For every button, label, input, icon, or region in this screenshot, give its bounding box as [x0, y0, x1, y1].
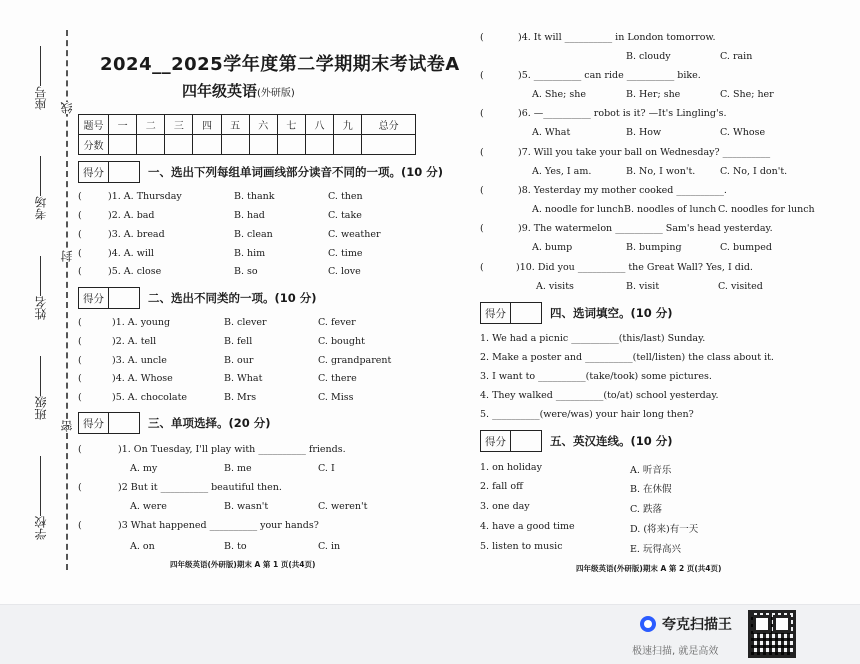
option-b: B. Mrs	[224, 392, 257, 403]
option-b: B. our	[224, 355, 254, 366]
score-box-value[interactable]	[511, 431, 541, 451]
question-stem: )6. —__________ robot is it? —It's Lingling's.	[518, 108, 727, 119]
question-row	[78, 336, 418, 350]
section-4-title: 四、选词填空。(10 分)	[550, 306, 673, 320]
field-exam-room	[28, 150, 52, 220]
question-num: )1. A. young	[112, 317, 171, 328]
question-row	[78, 210, 418, 224]
score-box-value[interactable]	[109, 413, 139, 433]
match-right-item[interactable]: A. 听音乐	[630, 465, 672, 476]
question-num: )3. A. bread	[108, 229, 165, 240]
answer-paren[interactable]: (	[78, 317, 82, 328]
score-box	[480, 302, 542, 324]
scanner-tagline: 极速扫描, 就是高效	[632, 646, 719, 657]
score-table-cell: 六	[249, 115, 277, 135]
page-2-footer: 四年级英语(外研版)期末 A 第 2 页(共4页)	[576, 564, 722, 573]
question-row	[78, 444, 418, 458]
option-c: C. Miss	[318, 392, 354, 403]
option-a: A. bump	[532, 242, 573, 253]
option-c: C. noodles for lunch	[718, 204, 815, 215]
option-c: C. grandparent	[318, 355, 392, 366]
score-table-cell: 二	[137, 115, 165, 135]
options-row	[480, 51, 810, 65]
option-c: C. bumped	[720, 242, 772, 253]
field-name-line	[40, 256, 41, 296]
question-row	[480, 32, 810, 46]
answer-paren[interactable]: (	[480, 32, 484, 43]
question-stem: )9. The watermelon __________ Sam's head yesterday.	[518, 223, 773, 234]
option-c: C. bought	[318, 336, 365, 347]
field-room-line	[40, 156, 41, 196]
binding-word-line: 线	[60, 102, 74, 114]
score-table-cell: 五	[221, 115, 249, 135]
score-table	[78, 114, 416, 155]
match-right-item[interactable]: D. (将来)有一天	[630, 524, 699, 535]
binding-word-seal: 封	[60, 250, 74, 262]
score-table-score-row	[79, 135, 416, 155]
option-b: B. thank	[234, 191, 275, 202]
options-row	[480, 127, 810, 141]
option-b: B. him	[234, 248, 266, 259]
options-row	[480, 166, 810, 180]
section-3-header	[78, 412, 271, 434]
score-input-cell[interactable]	[249, 135, 277, 155]
option-b: B. had	[234, 210, 265, 221]
score-table-header-row	[79, 115, 416, 135]
question-row	[78, 482, 418, 496]
option-b: B. What	[224, 373, 263, 384]
answer-paren[interactable]: (	[78, 248, 82, 259]
answer-paren[interactable]: (	[78, 392, 82, 403]
qr-code-icon	[748, 610, 796, 658]
options-row	[480, 281, 810, 295]
option-b: B. clever	[224, 317, 267, 328]
option-c: C. Whose	[720, 127, 766, 138]
answer-paren[interactable]: (	[78, 444, 82, 455]
options-row	[480, 204, 815, 218]
option-a: A. on	[130, 541, 155, 552]
option-c: C. take	[328, 210, 362, 221]
score-box-label: 得分	[481, 431, 511, 451]
field-seat	[28, 40, 52, 110]
option-c: C. time	[328, 248, 363, 259]
section-4-header	[480, 302, 673, 324]
score-input-cell[interactable]	[334, 135, 362, 155]
score-input-cell[interactable]	[277, 135, 305, 155]
question-row	[78, 191, 418, 205]
question-row	[78, 355, 418, 369]
score-table-cell: 三	[165, 115, 193, 135]
score-table-cell: 四	[193, 115, 221, 135]
score-box-label: 得分	[481, 303, 511, 323]
scanner-footer-bar	[0, 604, 860, 664]
subtitle-note: (外研版)	[257, 88, 295, 99]
section-5-title: 五、英汉连线。(10 分)	[550, 434, 673, 448]
question-row	[78, 229, 418, 243]
option-c: C. then	[328, 191, 363, 202]
question-stem: )1. On Tuesday, I'll play with __________ friends.	[118, 444, 346, 455]
score-table-cell: 题号	[79, 115, 109, 135]
answer-paren[interactable]: (	[78, 373, 82, 384]
score-table-cell: 一	[109, 115, 137, 135]
options-row	[480, 89, 810, 103]
option-a: A. What	[532, 127, 571, 138]
score-box	[78, 161, 140, 183]
score-box	[480, 430, 542, 452]
option-c: C. rain	[720, 51, 753, 62]
option-b: B. wasn't	[224, 501, 269, 512]
score-input-cell[interactable]	[221, 135, 249, 155]
field-room-label: 考场	[33, 196, 48, 220]
score-box-label: 得分	[79, 288, 109, 308]
field-school	[28, 450, 52, 540]
question-stem: )10. Did you __________ the Great Wall? Yes, I did.	[516, 262, 753, 273]
answer-paren[interactable]: (	[78, 210, 82, 221]
answer-paren[interactable]: (	[78, 520, 82, 531]
answer-paren[interactable]: (	[480, 185, 484, 196]
score-table-cell: 总分	[362, 115, 416, 135]
score-table-cell: 分数	[79, 135, 109, 155]
option-b: B. No, I won't.	[626, 166, 696, 177]
answer-paren[interactable]: (	[78, 191, 82, 202]
question-row	[480, 223, 810, 237]
score-table-cell: 七	[277, 115, 305, 135]
score-box-value[interactable]	[109, 162, 139, 182]
option-b: B. me	[224, 463, 252, 474]
question-stem: )5. __________ can ride __________ bike.	[518, 70, 701, 81]
answer-paren[interactable]: (	[78, 229, 82, 240]
score-input-cell[interactable]	[362, 135, 416, 155]
option-a: A. visits	[536, 281, 574, 292]
question-stem: )7. Will you take your ball on Wednesday? __________	[518, 147, 771, 158]
fill-blank-line: 2. Make a poster and __________(tell/listen) the class about it.	[480, 352, 774, 363]
question-num: )2. A. tell	[112, 336, 157, 347]
options-row	[78, 501, 418, 515]
answer-paren[interactable]: (	[480, 147, 484, 158]
scanner-brand	[640, 614, 732, 634]
scanner-brand-name: 夸克扫描王	[662, 617, 732, 633]
question-stem: )8. Yesterday my mother cooked __________.	[518, 185, 727, 196]
exam-subtitle	[182, 80, 295, 101]
option-b: B. Her; she	[626, 89, 681, 100]
score-input-cell[interactable]	[137, 135, 165, 155]
question-num: )4. A. Whose	[112, 373, 173, 384]
score-box	[78, 287, 140, 309]
field-name	[28, 250, 52, 320]
option-b: B. fell	[224, 336, 253, 347]
option-a: A. were	[130, 501, 167, 512]
option-b: B. How	[626, 127, 662, 138]
question-row	[78, 520, 418, 534]
field-seat-line	[40, 46, 41, 86]
question-row	[78, 266, 418, 280]
score-input-cell[interactable]	[305, 135, 333, 155]
option-a: A. noodle for lunch	[532, 204, 624, 215]
section-1-header	[78, 161, 443, 183]
score-box-label: 得分	[79, 413, 109, 433]
answer-paren[interactable]: (	[480, 223, 484, 234]
question-num: )5. A. chocolate	[112, 392, 188, 403]
quark-logo-icon	[640, 616, 656, 632]
section-2-title: 二、选出不同类的一项。(10 分)	[148, 291, 317, 305]
match-left-item[interactable]: 3. one day	[480, 501, 530, 512]
answer-paren[interactable]: (	[78, 482, 82, 493]
score-box	[78, 412, 140, 434]
question-row	[480, 70, 810, 84]
option-c: C. love	[328, 266, 361, 277]
option-b: B. to	[224, 541, 247, 552]
binding-strip	[0, 0, 72, 604]
option-c: C. No, I don't.	[720, 166, 788, 177]
score-table-cell: 八	[305, 115, 333, 135]
options-row	[480, 242, 810, 256]
option-b: B. clean	[234, 229, 273, 240]
option-a: A. Yes, I am.	[532, 166, 592, 177]
subtitle-text: 四年级英语	[182, 82, 258, 100]
field-class-line	[40, 356, 41, 396]
question-row	[480, 185, 810, 199]
option-b: B. so	[234, 266, 258, 277]
fill-blank-line: 3. I want to __________(take/took) some pictures.	[480, 371, 712, 382]
field-class	[28, 350, 52, 420]
options-row	[78, 541, 418, 555]
match-left-item[interactable]: 5. listen to music	[480, 541, 563, 552]
exam-title: 2024__2025学年度第二学期期末考试卷A	[100, 54, 460, 75]
question-row	[78, 392, 418, 406]
question-num: )1. A. Thursday	[108, 191, 182, 202]
score-input-cell[interactable]	[165, 135, 193, 155]
option-c: C. visited	[718, 281, 763, 292]
fill-blank-line: 4. They walked __________(to/at) school yesterday.	[480, 390, 719, 401]
option-a: A. She; she	[532, 89, 586, 100]
question-row	[78, 248, 418, 262]
question-num: )3. A. uncle	[112, 355, 167, 366]
answer-paren[interactable]: (	[78, 355, 82, 366]
score-box-label: 得分	[79, 162, 109, 182]
option-b: B. cloudy	[626, 51, 671, 62]
question-num: )5. A. close	[108, 266, 162, 277]
answer-paren[interactable]: (	[480, 262, 484, 273]
question-stem: )2 But it __________ beautiful then.	[118, 482, 282, 493]
question-row	[480, 108, 810, 122]
answer-paren[interactable]: (	[480, 70, 484, 81]
score-input-cell[interactable]	[109, 135, 137, 155]
section-1-title: 一、选出下列每组单词画线部分读音不同的一项。(10 分)	[148, 165, 444, 179]
binding-word-secret: 密	[60, 420, 74, 432]
option-c: C. weren't	[318, 501, 368, 512]
match-left-item[interactable]: 4. have a good time	[480, 521, 575, 532]
option-b: B. noodles of lunch	[624, 204, 717, 215]
question-stem: )3 What happened __________ your hands?	[118, 520, 319, 531]
match-left-item[interactable]: 2. fall off	[480, 481, 523, 492]
fill-blank-line: 1. We had a picnic __________(this/last) Sunday.	[480, 333, 706, 344]
field-school-label: 学校	[33, 516, 48, 540]
match-right-item[interactable]: B. 在休假	[630, 484, 672, 495]
option-c: C. fever	[318, 317, 356, 328]
section-3-title: 三、单项选择。(20 分)	[148, 416, 271, 430]
option-c: C. there	[318, 373, 357, 384]
field-school-line	[40, 456, 41, 516]
answer-paren[interactable]: (	[480, 108, 484, 119]
question-row	[480, 262, 810, 276]
question-num: )4. A. will	[108, 248, 154, 259]
field-class-label: 班级	[33, 396, 48, 420]
option-c: C. weather	[328, 229, 381, 240]
score-box-value[interactable]	[511, 303, 541, 323]
question-row	[78, 317, 418, 331]
option-a: A. my	[130, 463, 158, 474]
match-right-item[interactable]: C. 跌落	[630, 504, 662, 515]
score-box-value[interactable]	[109, 288, 139, 308]
option-b: B. bumping	[626, 242, 682, 253]
option-b: B. visit	[626, 281, 660, 292]
option-c: C. in	[318, 541, 341, 552]
question-num: )2. A. bad	[108, 210, 155, 221]
page-1-footer: 四年级英语(外研版)期末 A 第 1 页(共4页)	[170, 560, 316, 569]
options-row	[78, 463, 418, 477]
field-seat-label: 座号	[33, 86, 48, 110]
option-c: C. I	[318, 463, 335, 474]
section-5-header	[480, 430, 673, 452]
answer-paren[interactable]: (	[78, 266, 82, 277]
match-right-item[interactable]: E. 玩得高兴	[630, 544, 681, 555]
field-name-label: 姓名	[33, 296, 48, 320]
question-row	[78, 373, 418, 387]
section-2-header	[78, 287, 317, 309]
option-c: C. She; her	[720, 89, 774, 100]
score-input-cell[interactable]	[193, 135, 221, 155]
question-row	[480, 147, 810, 161]
question-stem: )4. It will __________ in London tomorrow.	[518, 32, 716, 43]
score-table-cell: 九	[334, 115, 362, 135]
fill-blank-line: 5. __________(were/was) your hair long then?	[480, 409, 694, 420]
answer-paren[interactable]: (	[78, 336, 82, 347]
match-left-item[interactable]: 1. on holiday	[480, 462, 542, 473]
